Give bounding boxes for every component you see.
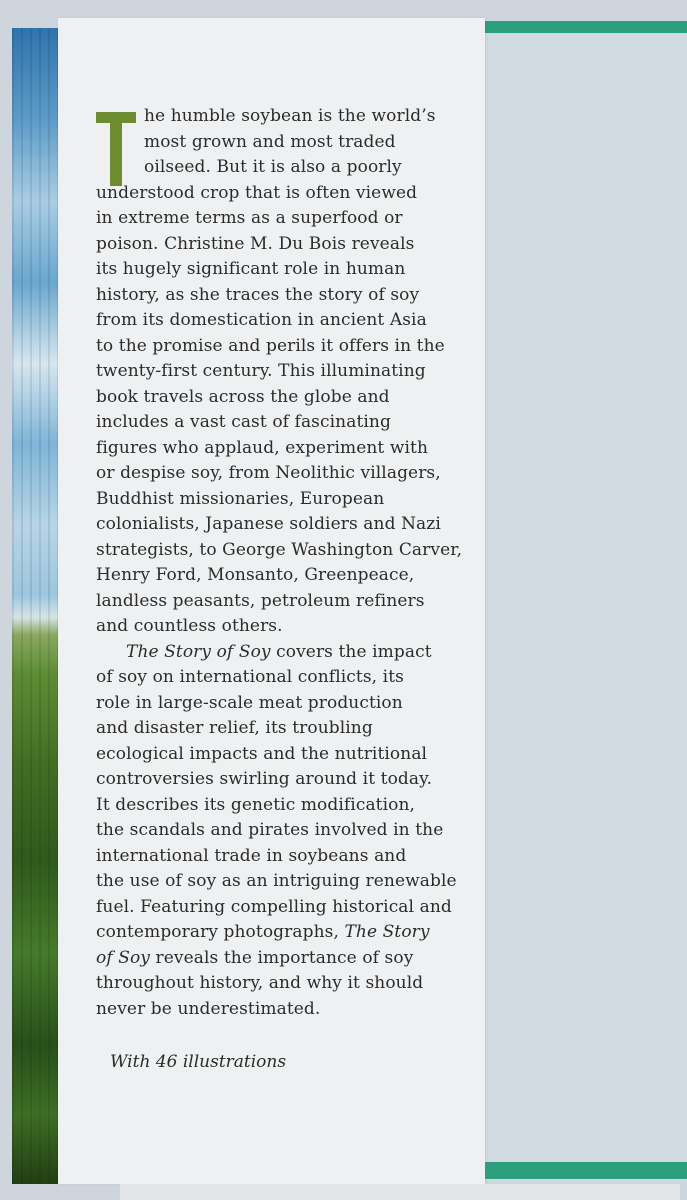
paragraph-1	[96, 104, 463, 640]
text-line: international trade in soybeans and	[96, 845, 407, 866]
text-line: of Soy reveals the importance of soy	[96, 947, 414, 968]
text-line: Buddhist missionaries, European	[96, 488, 385, 509]
text-line: oilseed. But it is also a poorly	[144, 157, 402, 177]
text-line: contemporary photographs, The Story	[96, 922, 430, 942]
text-line: the use of soy as an intriguing renewable	[96, 871, 457, 891]
text-line: in extreme terms as a superfood or	[96, 208, 403, 228]
text-line: and countless others.	[96, 616, 283, 636]
paragraph-2	[96, 640, 457, 1023]
text-line: from its domestication in ancient Asia	[96, 310, 427, 330]
text-line: its hugely significant role in human	[96, 259, 406, 279]
page-edge	[120, 1184, 680, 1200]
text-line: controversies swirling around it today.	[96, 769, 433, 789]
illustrations-note: With 46 illustrations	[110, 1052, 287, 1072]
blurb-text	[96, 104, 463, 1022]
text-line: most grown and most traded	[144, 131, 396, 152]
text-line: strategists, to George Washington Carver,	[96, 539, 463, 560]
green-accent-bar-bottom	[485, 1162, 687, 1179]
text-line: figures who applaud, experiment with	[96, 437, 429, 458]
text-line: understood crop that is often viewed	[96, 182, 418, 203]
text-line: colonialists, Japanese soldiers and Nazi	[96, 514, 441, 534]
book-title: of Soy	[96, 947, 151, 968]
book-title: The Story	[344, 922, 430, 942]
text-line: history, as she traces the story of soy	[96, 284, 420, 305]
text-line: of soy on international conflicts, its	[96, 667, 404, 687]
green-accent-bar-top	[468, 21, 687, 33]
text-line: the scandals and pirates involved in the	[96, 820, 444, 840]
text-line: poison. Christine M. Du Bois reveals	[96, 233, 415, 254]
text-line: book travels across the globe and	[96, 386, 390, 407]
text-line: The Story of Soy covers the impact	[126, 641, 432, 662]
text-line: and disaster relief, its troubling	[96, 718, 373, 738]
text-line: Henry Ford, Monsanto, Greenpeace,	[96, 565, 415, 585]
text-line: fuel. Featuring compelling historical and	[96, 896, 452, 917]
text-line: twenty-first century. This illuminating	[96, 361, 426, 381]
text-line: role in large-scale meat production	[96, 692, 403, 713]
text-line: ecological impacts and the nutritional	[96, 743, 428, 764]
book-title: The Story of Soy	[126, 641, 271, 662]
cover-photo-texture	[12, 28, 58, 1184]
text-line: or despise soy, from Neolithic villagers,	[96, 463, 441, 483]
text-line: It describes its genetic modification,	[96, 794, 416, 815]
text-line: landless peasants, petroleum refiners	[96, 590, 425, 611]
text-line: throughout history, and why it should	[96, 973, 424, 993]
text-line: includes a vast cast of fascinating	[96, 412, 391, 432]
text-line: to the promise and perils it offers in the	[96, 335, 445, 356]
back-cover-panel	[468, 30, 687, 1180]
text-line: he humble soybean is the world’s	[144, 106, 436, 126]
text-line: never be underestimated.	[96, 998, 321, 1019]
